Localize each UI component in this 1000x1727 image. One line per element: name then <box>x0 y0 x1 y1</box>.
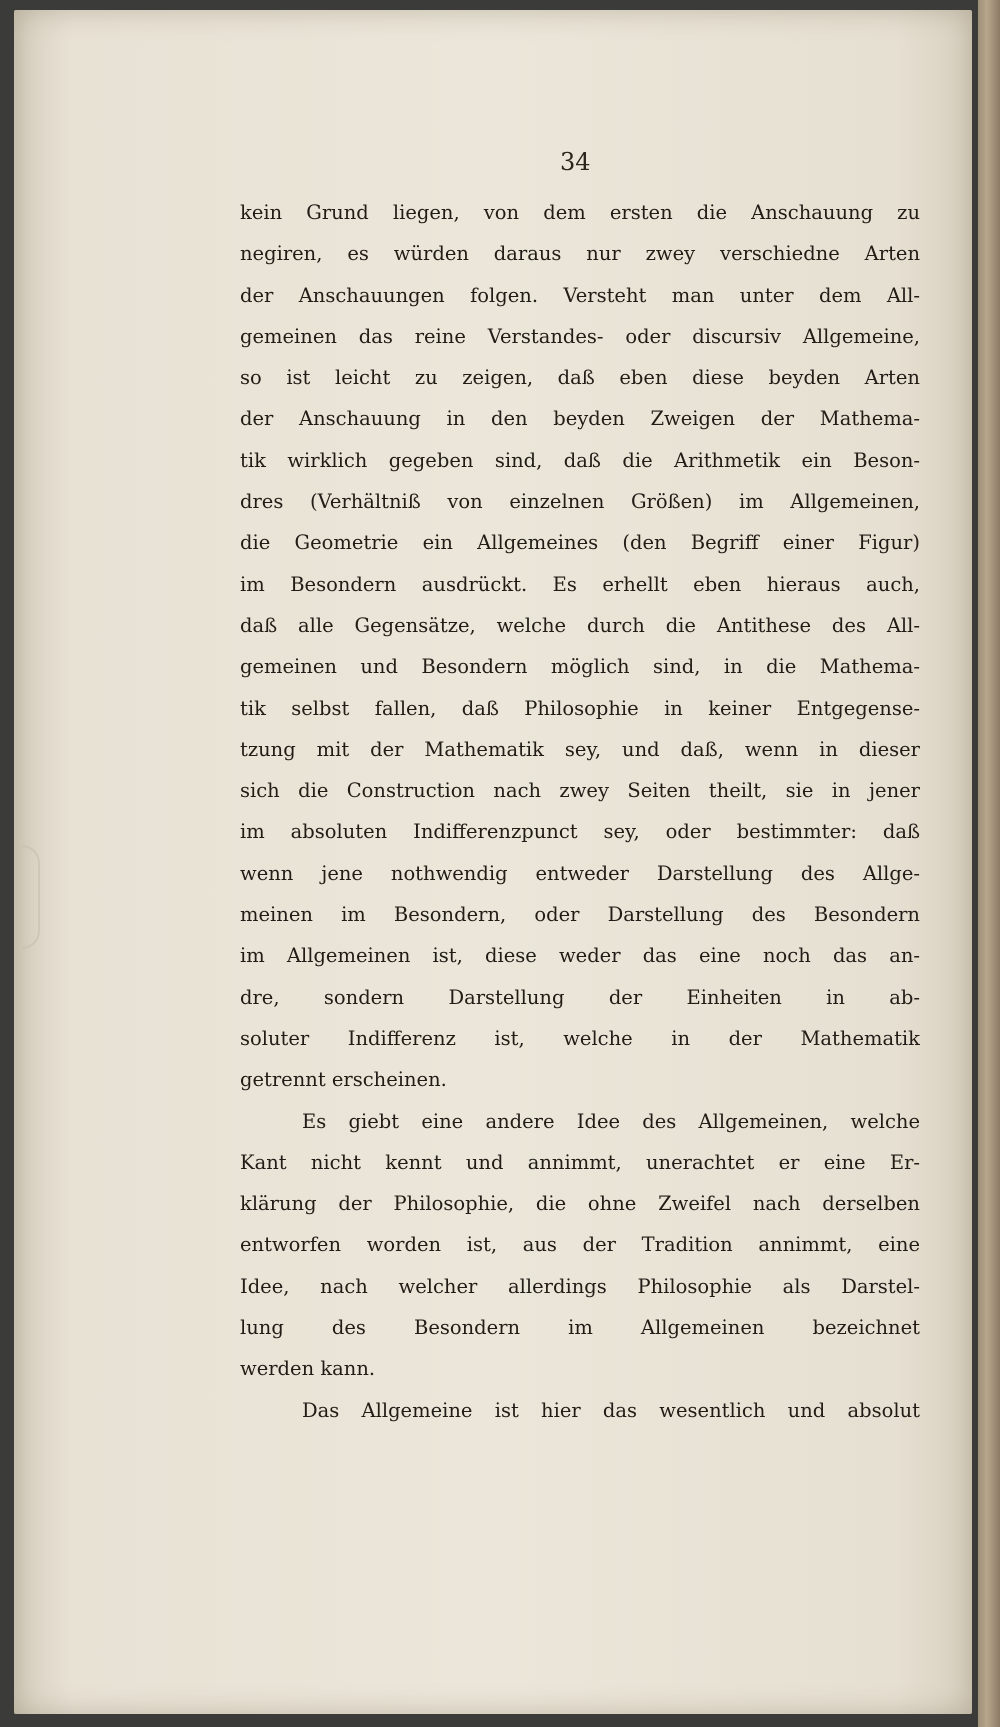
text-line: werden kann. <box>240 1357 376 1381</box>
text-line: sich die Construction nach zwey Seiten theilt, sie in jener <box>240 779 920 803</box>
text-line: Idee, nach welcher allerdings Philosophie als Darstel- <box>240 1274 920 1298</box>
text-line: negiren, es würden daraus nur zwey verschiedne Arten <box>240 242 920 266</box>
text-line: gemeinen und Besondern möglich sind, in die Mathema- <box>240 655 920 679</box>
book-edge <box>978 0 1000 1727</box>
paper-clip-mark <box>22 845 40 949</box>
text-line: tik wirklich gegeben sind, daß die Arithmetik ein Beson- <box>240 448 920 472</box>
text-line: tik selbst fallen, daß Philosophie in keiner Entgegense- <box>240 696 920 720</box>
text-line: kein Grund liegen, von dem ersten die Anschauung zu <box>240 201 920 224</box>
text-line: im Besondern ausdrückt. Es erhellt eben hieraus auch, <box>240 572 920 596</box>
text-line: Kant nicht kennt und annimmt, unerachtet er eine Er- <box>240 1150 920 1174</box>
text-line: der Anschauungen folgen. Versteht man unter dem All- <box>240 283 920 307</box>
text-line: Es giebt eine andere Idee des Allgemeinen, welche <box>302 1109 920 1133</box>
text-line: dres (Verhältniß von einzelnen Größen) im Allgemeinen, <box>240 490 920 514</box>
text-line: klärung der Philosophie, die ohne Zweifel nach derselben <box>240 1192 920 1216</box>
text-line: der Anschauung in den beyden Zweigen der Mathema- <box>240 407 920 431</box>
body-text <box>240 192 920 1431</box>
text-line: meinen im Besondern, oder Darstellung des Besondern <box>240 903 920 927</box>
text-line: tzung mit der Mathematik sey, und daß, wenn in dieser <box>240 737 920 761</box>
text-line: die Geometrie ein Allgemeines (den Begriff einer Figur) <box>240 531 920 555</box>
text-line: Das Allgemeine ist hier das wesentlich und absolut <box>302 1398 920 1422</box>
text-line: so ist leicht zu zeigen, daß eben diese beyden Arten <box>240 366 920 390</box>
text-line: entworfen worden ist, aus der Tradition annimmt, eine <box>240 1233 920 1257</box>
text-line: gemeinen das reine Verstandes- oder discursiv Allgemeine, <box>240 324 920 348</box>
text-line: im absoluten Indifferenzpunct sey, oder bestimmter: daß <box>240 820 920 844</box>
text-line: daß alle Gegensätze, welche durch die Antithese des All- <box>240 613 920 637</box>
text-line: im Allgemeinen ist, diese weder das eine noch das an- <box>240 944 920 968</box>
text-line: lung des Besondern im Allgemeinen bezeichnet <box>240 1316 920 1340</box>
page-number: 34 <box>560 148 591 176</box>
text-line: wenn jene nothwendig entweder Darstellung des Allge- <box>240 861 920 885</box>
text-line: soluter Indifferenz ist, welche in der Mathematik <box>240 1026 920 1050</box>
text-line: dre, sondern Darstellung der Einheiten in ab- <box>240 985 920 1009</box>
text-line: getrennt erscheinen. <box>240 1068 447 1092</box>
